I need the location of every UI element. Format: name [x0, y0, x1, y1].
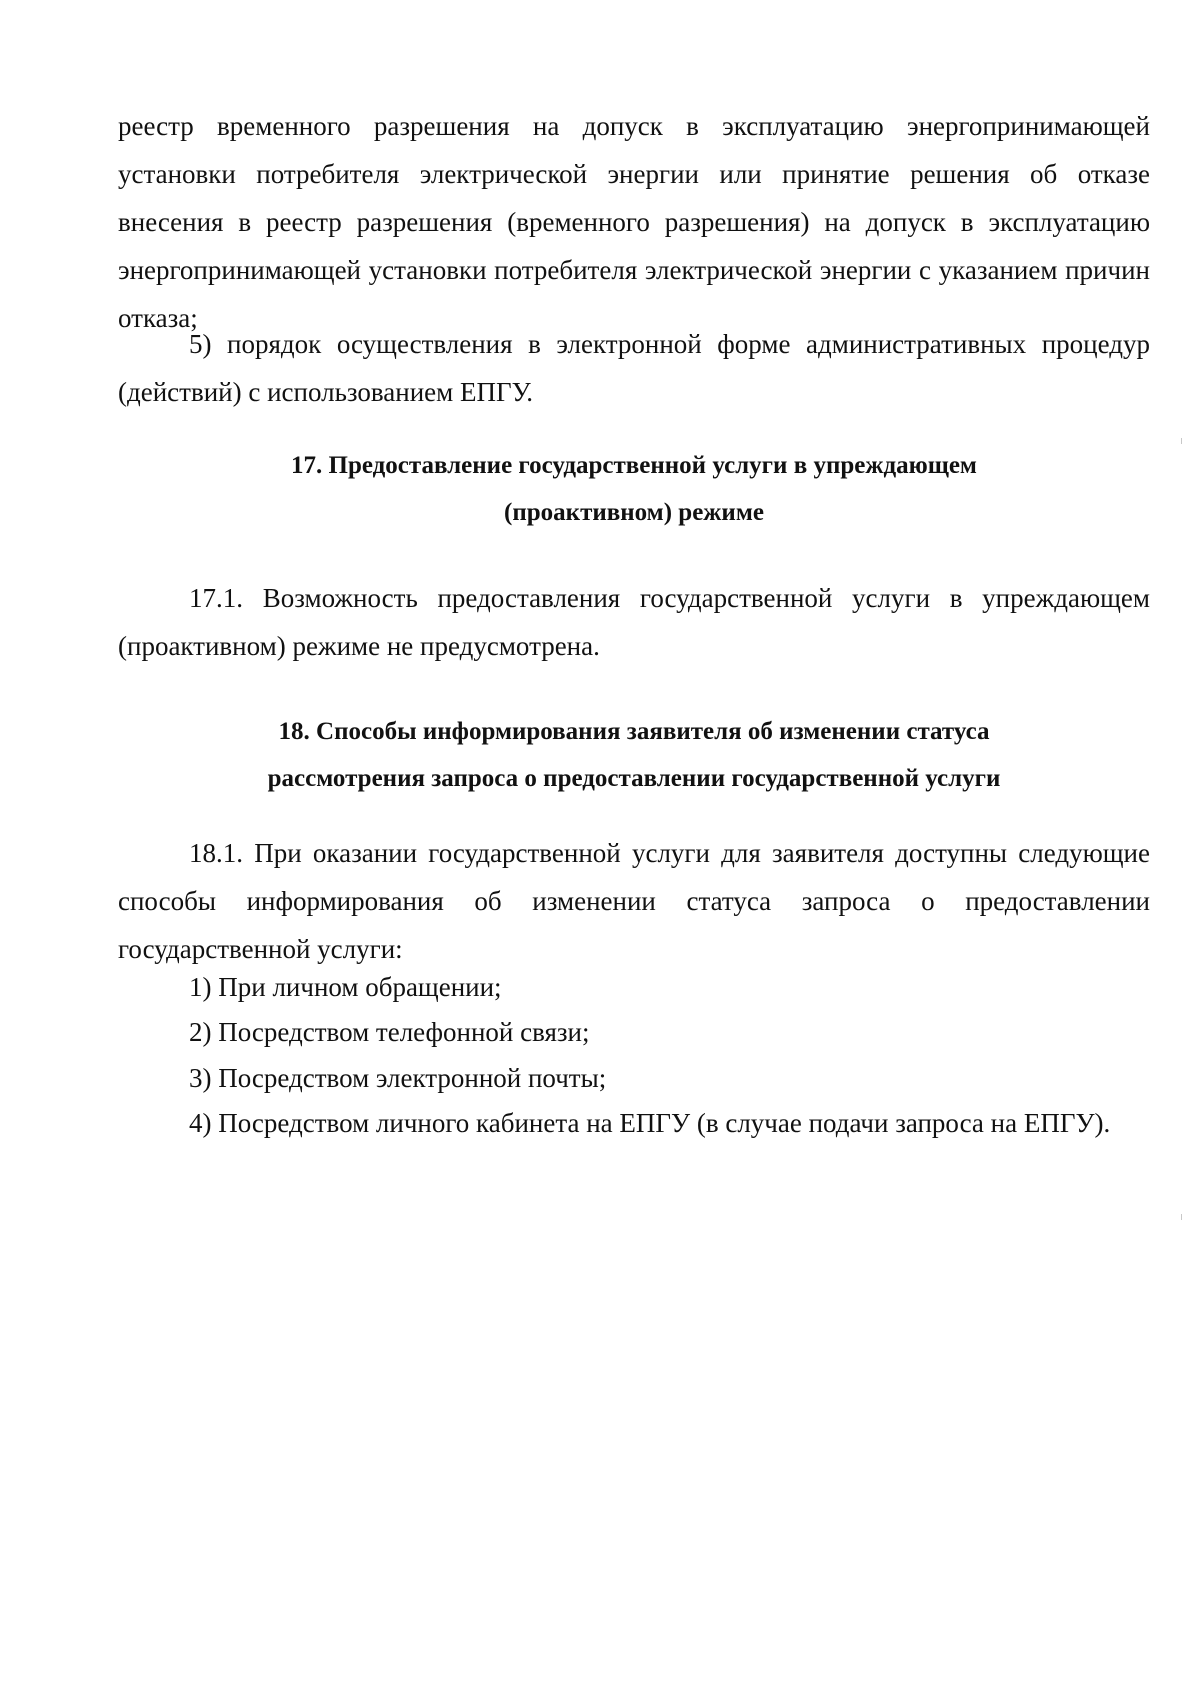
- list-item-3: 3) Посредством электронной почты;: [189, 1063, 607, 1093]
- list-item-2: 2) Посредством телефонной связи;: [189, 1017, 590, 1047]
- paragraph-17-1: 17.1. Возможность предоставления государственной услуги в упреждающем (проактивном) режиме не предусмотрена.: [118, 583, 1150, 661]
- paragraph-item-4: 4) Посредством личного кабинета на ЕПГУ (в случае подачи запроса на ЕПГУ).: [189, 1108, 1111, 1138]
- section-17-heading: [118, 442, 1150, 536]
- paragraph-18-1: 18.1. При оказании государственной услуги для заявителя доступны следующие способы информирования об изменении статуса запроса о предоставлении государственной услуги:: [118, 838, 1150, 964]
- list-item-1: 1) При личном обращении;: [189, 972, 502, 1002]
- section-18-heading: [118, 708, 1150, 802]
- section-18-title-line-1: 18. Способы информирования заявителя об изменении статуса: [278, 718, 990, 745]
- paragraph-item-5: 5) порядок осуществления в электронной форме административных процедур (действий) с использованием ЕПГУ.: [118, 329, 1150, 407]
- section-18-title-line-2: рассмотрения запроса о предоставлении государственной услуги: [267, 765, 1001, 792]
- section-17-title-line-1: 17. Предоставление государственной услуги в упреждающем: [291, 452, 977, 479]
- paragraph-intro: реестр временного разрешения на допуск в эксплуатацию энергопринимающей установки потребителя электрической энергии или принятие решения об отказе внесения в реестр разрешения (временного разрешения) на допуск в эксплуатацию энергопринимающей установки потребителя электрической энергии с указанием причин отказа;: [118, 111, 1150, 333]
- scan-artifact-mark: [1181, 1214, 1182, 1220]
- scan-artifact-mark: [1181, 438, 1182, 444]
- section-17-title-line-2: (проактивном) режиме: [504, 499, 764, 526]
